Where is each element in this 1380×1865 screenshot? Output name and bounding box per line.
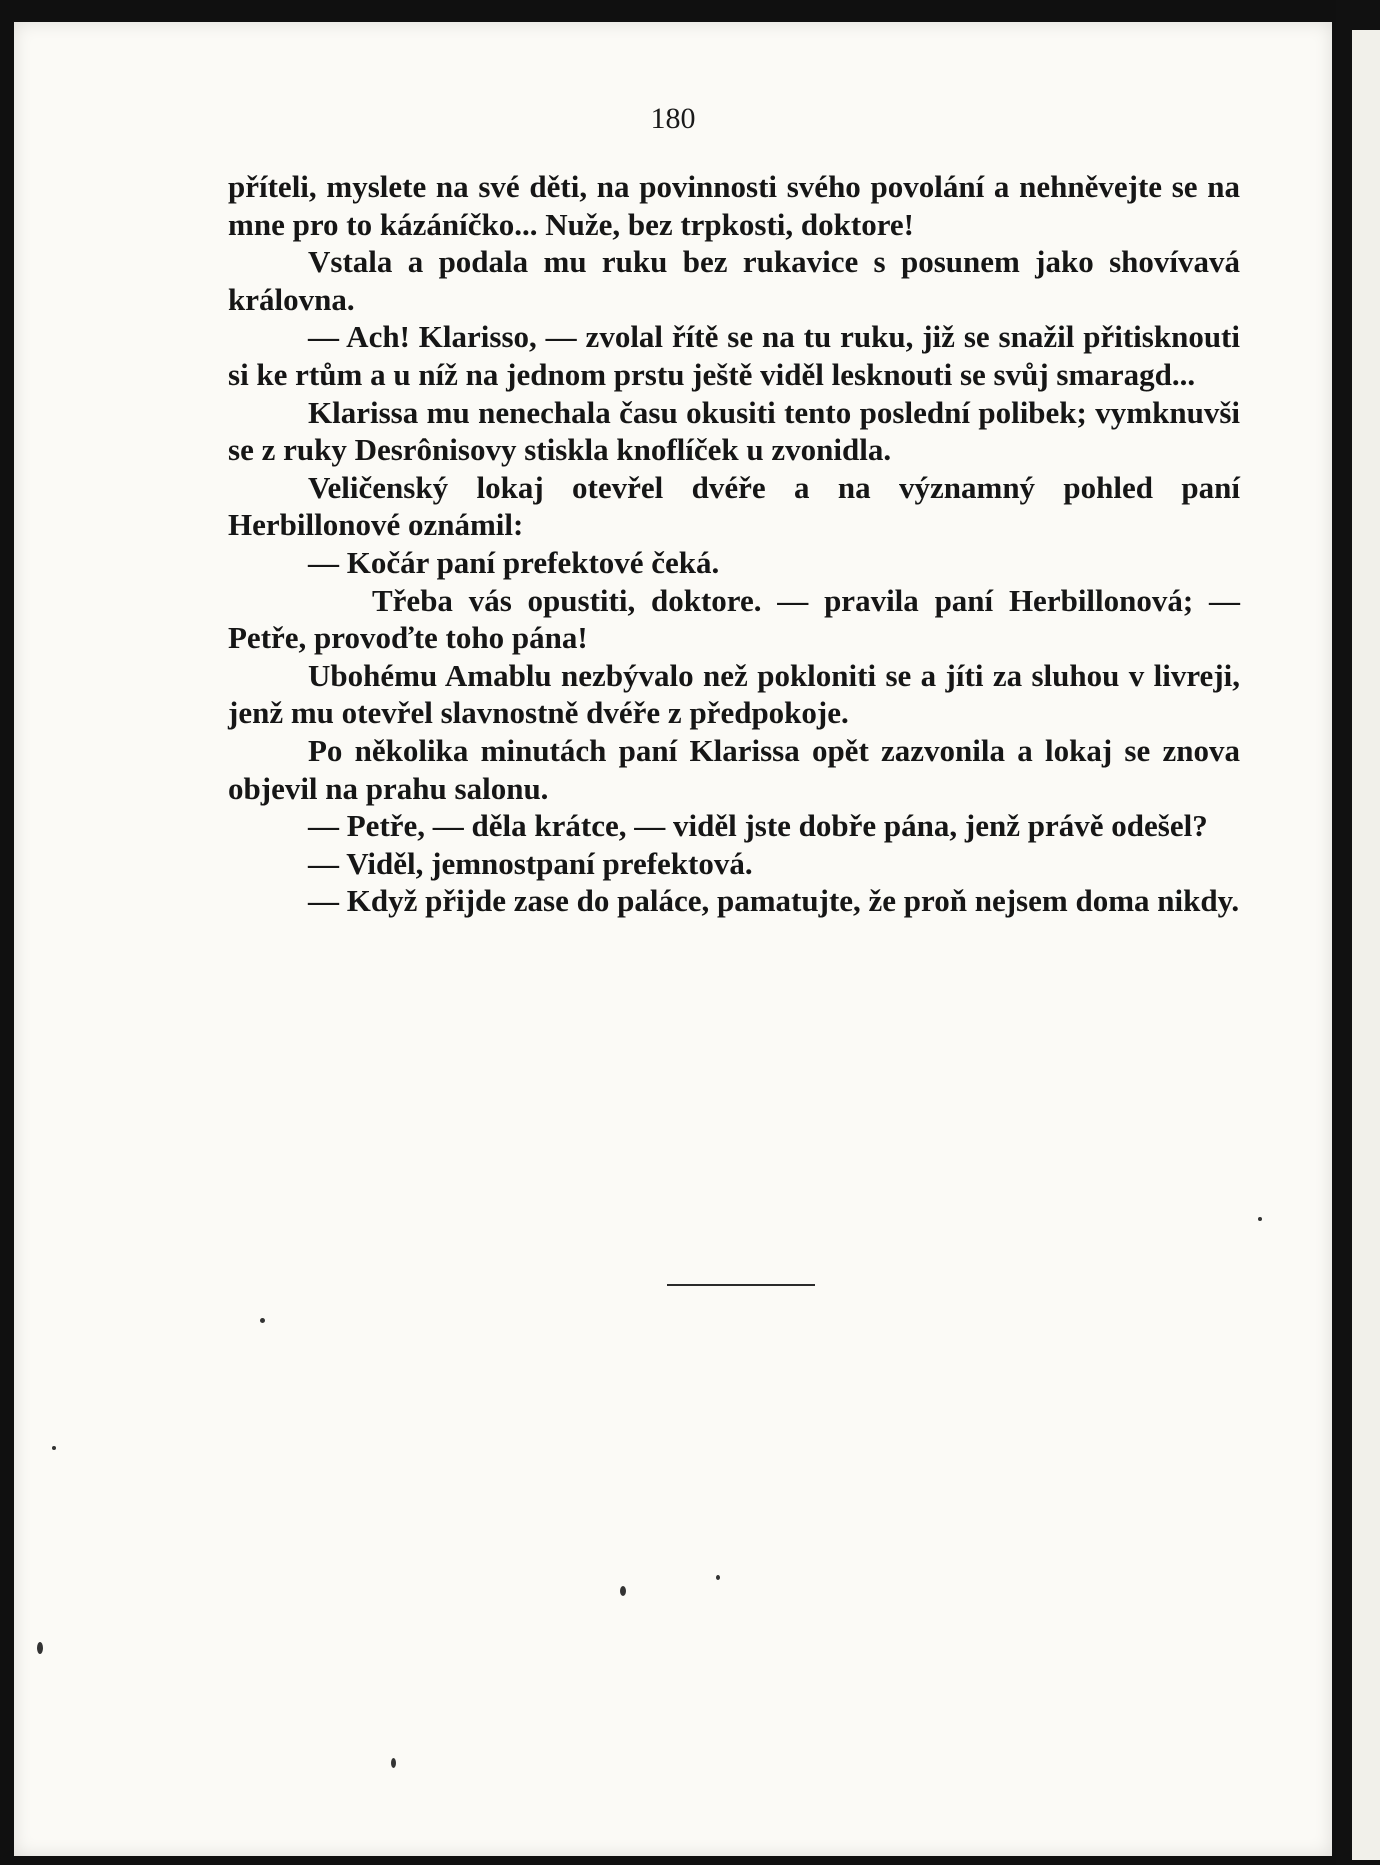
paragraph: Vstala a podala mu ruku bez rukavice s posunem jako shovívavá královna. (228, 244, 1240, 317)
paragraph: Veličenský lokaj otevřel dvéře a na významný pohled paní Herbillonové oznámil: (228, 469, 1240, 543)
paper-speck (620, 1586, 626, 1596)
paragraph: Po několika minutách paní Klarissa opět zazvonila a lokaj se znova objevil na prahu salonu. (228, 732, 1240, 806)
paper-speck (391, 1758, 396, 1768)
paper-speck (260, 1318, 265, 1323)
paper-speck (52, 1446, 56, 1450)
paragraph: Ubohému Amablu nezbývalo než pokloniti se a jíti za sluhou v livreji, jenž mu otevřel slavnostně dvéře z předpokoje. (228, 657, 1240, 731)
paragraph: příteli, myslete na své děti, na povinnosti svého povolání a nehněvejte se na mne pro to kázáníčko... Nuže, bez trpkosti, doktore! (228, 169, 1240, 242)
paper-speck (716, 1575, 720, 1580)
paragraph: — Když přijde zase do paláce, pamatujte, že proň nejsem doma nikdy. (308, 883, 1240, 919)
paper-speck (1258, 1217, 1262, 1221)
paper-speck (37, 1642, 43, 1654)
paragraph: Třeba vás opustiti, doktore. — pravila paní Herbillonová; — Petře, provoďte toho pána! (228, 582, 1240, 656)
body-text (228, 168, 1240, 920)
end-rule (667, 1284, 815, 1286)
paragraph: — Ach! Klarisso, — zvolal řítě se na tu ruku, již se snažil přitisknouti si ke rtům a u níž na jednom prstu ještě viděl lesknouti se svůj smaragd... (228, 319, 1240, 392)
paragraph: — Kočár paní prefektové čeká. (308, 544, 720, 580)
paragraph: — Viděl, jemnostpaní prefektová. (308, 845, 753, 881)
adjacent-page-paper (1352, 30, 1380, 1860)
paragraph: — Petře, — děla krátce, — viděl jste dobře pána, jenž právě odešel? (308, 808, 1208, 844)
paragraph: Klarissa mu nenechala času okusiti tento poslední polibek; vymknuvši se z ruky Desrônisovy stiskla knoflíček u zvonidla. (228, 394, 1240, 468)
page-number: 180 (650, 102, 696, 135)
